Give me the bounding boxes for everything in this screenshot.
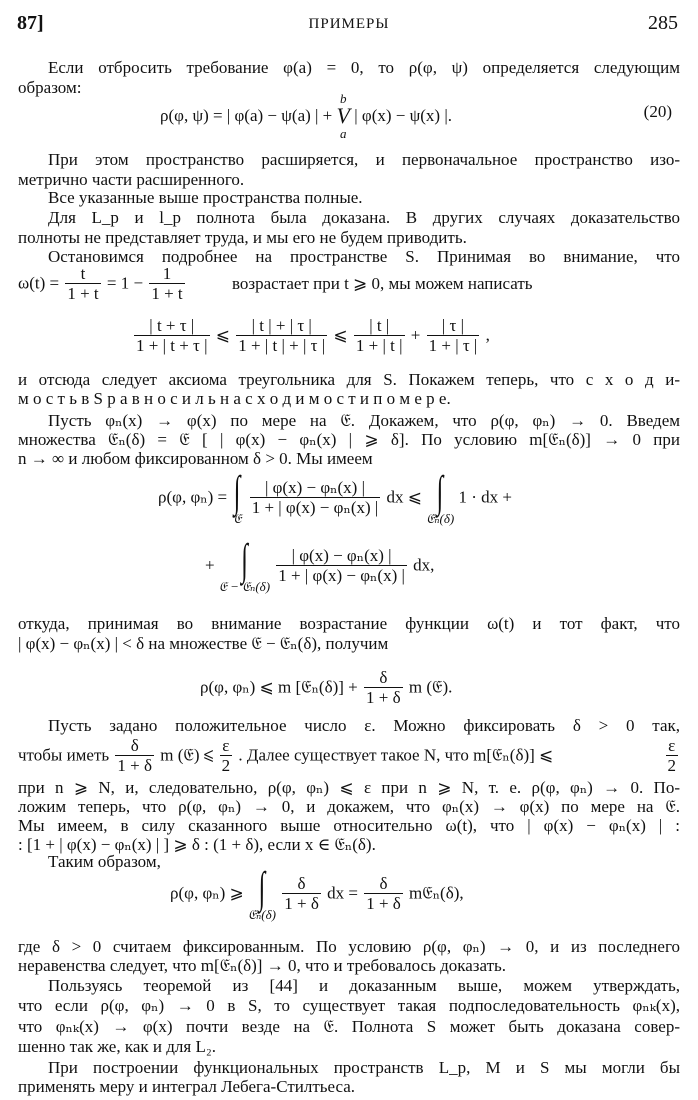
lower-bound-formula xyxy=(170,863,464,922)
variation-lower: a xyxy=(340,126,347,141)
denominator: 1 + δ xyxy=(284,894,319,913)
text-line: ложим теперь, что ρ(φ, φₙ) → 0, и докажем, что φₙ(x) → φ(x) по мере на 𝔈. xyxy=(18,797,680,816)
formula-part: . Далее существует такое N, что m[𝔈ₙ(δ)] ⩽ xyxy=(238,745,554,765)
fraction xyxy=(427,316,480,355)
text-line: Пользуясь теоремой из [44] и доказанным выше, можем утверждать, xyxy=(48,976,680,995)
text-line: n → ∞ и любом фиксированном δ > 0. Мы имеем xyxy=(18,449,373,468)
triangle-inequality xyxy=(132,316,490,355)
text-line: что если ρ(φ, φₙ) → 0 в S, то существует такая подпоследовательность φₙₖ(x), xyxy=(18,996,680,1015)
formula-part: = 1 − xyxy=(106,273,144,293)
text-line: Все указанные выше пространства полные. xyxy=(48,188,363,207)
denominator: 1 + | t | + | τ | xyxy=(238,336,326,355)
integral-symbol: ∫ xyxy=(258,863,266,912)
numerator: | t | + | τ | xyxy=(236,316,327,336)
text-line: Пусть φₙ(x) → φ(x) по мере на 𝔈. Докажем, что ρ(φ, φₙ) → 0. Введем xyxy=(48,411,680,430)
fraction xyxy=(149,264,184,303)
integral-sign xyxy=(248,863,276,922)
text-line: Мы имеем, в силу сказанного выше относительно ω(t), что | φ(x) − φₙ(x) | : xyxy=(18,816,680,835)
text-line: откуда, принимая во внимание возрастание функции ω(t) и тот факт, что xyxy=(18,614,680,633)
integral-sign xyxy=(218,535,271,594)
fraction xyxy=(666,736,679,775)
denominator: 1 + δ xyxy=(117,756,153,775)
integral-sign xyxy=(231,467,243,526)
text-line: шенно так же, как и для L₂. xyxy=(18,1037,217,1056)
integral-symbol: ∫ xyxy=(436,467,444,516)
formula-part: m (𝔈) ⩽ xyxy=(160,745,214,765)
fraction xyxy=(236,316,327,355)
formula-part: ρ(φ, φₙ) ⩾ xyxy=(170,883,244,903)
text-line: : [1 + | φ(x) − φₙ(x) | ] ⩾ δ : (1 + δ), если x ∈ 𝔈ₙ(δ). xyxy=(18,835,376,854)
fraction xyxy=(282,874,321,913)
text-line: Пусть задано положительное число ε. Можно фиксировать δ > 0 так, xyxy=(48,716,680,735)
formula-part: + xyxy=(205,555,215,575)
fraction xyxy=(364,874,403,913)
numerator: ε xyxy=(220,736,233,756)
formula-part: dx, xyxy=(413,555,435,575)
equation-number: (20) xyxy=(643,102,672,121)
denominator: 1 + | φ(x) − φₙ(x) | xyxy=(278,566,405,585)
page-number: 285 xyxy=(648,12,678,34)
fraction xyxy=(250,478,381,517)
fraction xyxy=(134,316,210,355)
numerator: δ xyxy=(115,736,154,756)
text-line: м о с т ь в S р а в н о с и л ь н а с х о д и м о с т и п о м е р е. xyxy=(18,389,451,408)
denominator: 2 xyxy=(667,756,676,775)
denominator: 1 + | t + τ | xyxy=(136,336,208,355)
estimate-formula xyxy=(200,668,452,707)
numerator: | φ(x) − φₙ(x) | xyxy=(276,546,407,566)
text-line: при n ⩾ N, и, следовательно, ρ(φ, φₙ) ⩽ ε при n ⩾ N, т. е. ρ(φ, φₙ) → 0. По- xyxy=(18,778,680,797)
text-line: метрично части расширенного. xyxy=(18,170,245,189)
numerator: δ xyxy=(364,874,403,894)
formula-part: 1 · dx + xyxy=(458,487,512,507)
text-line-with-fractions xyxy=(18,736,553,775)
fraction xyxy=(364,668,403,707)
denominator: 1 + t xyxy=(151,284,183,303)
section-number: 87] xyxy=(17,12,44,34)
integral-formula-1 xyxy=(158,467,512,526)
integral-sign xyxy=(426,467,455,526)
fraction xyxy=(276,546,407,585)
text-line: неравенства следует, что m[𝔈ₙ(δ)] → 0, что и требовалось доказать. xyxy=(18,956,507,975)
formula-part: чтобы иметь xyxy=(18,745,110,765)
formula-part: ω(t) = xyxy=(18,273,60,293)
denominator: 1 + δ xyxy=(366,894,401,913)
text-line: полноты не представляет труда, и мы его не будем приводить. xyxy=(18,228,467,247)
fraction-epsilon-half xyxy=(664,736,681,775)
numerator: t xyxy=(65,264,100,284)
formula-part: dx = xyxy=(327,883,358,903)
integral-limit: 𝔈 xyxy=(233,511,242,526)
text-line: При построении функциональных пространств L_p, M и S мы могли бы xyxy=(48,1058,680,1077)
numerator: | τ | xyxy=(427,316,480,336)
numerator: | t + τ | xyxy=(134,316,210,336)
text-line: | φ(x) − φₙ(x) | < δ на множестве 𝔈 − 𝔈ₙ(δ), получим xyxy=(18,634,389,653)
formula-part: dx ⩽ xyxy=(386,487,423,507)
formula-part: + xyxy=(410,325,421,345)
numerator: | φ(x) − φₙ(x) | xyxy=(250,478,381,498)
integral-symbol: ∫ xyxy=(241,535,248,584)
formula-20 xyxy=(160,92,452,140)
formula-part: m (𝔈). xyxy=(408,677,453,697)
formula-part: ρ(φ, ψ) = | φ(a) − ψ(a) | + xyxy=(160,106,333,125)
numerator: δ xyxy=(364,668,403,688)
running-title: ПРИМЕРЫ xyxy=(308,16,390,32)
integral-limit: 𝔈 − 𝔈ₙ(δ) xyxy=(218,579,271,594)
integral-symbol: ∫ xyxy=(234,467,241,516)
fraction xyxy=(65,264,100,303)
omega-formula xyxy=(18,264,187,303)
text-line: При этом пространство расширяется, и первоначальное пространство изо- xyxy=(48,150,680,169)
denominator: 1 + t xyxy=(67,284,99,303)
integral-formula-2 xyxy=(205,535,435,594)
text-line: Если отбросить требование φ(a) = 0, то ρ(φ, ψ) определяется следующим xyxy=(48,58,680,77)
text-line: применять меру и интеграл Лебега-Стилтьеса. xyxy=(18,1077,356,1096)
formula-part: ρ(φ, φₙ) ⩽ m [𝔈ₙ(δ)] + xyxy=(200,677,358,697)
denominator: 1 + δ xyxy=(366,688,401,707)
formula-part: ⩽ xyxy=(215,325,231,345)
variation-sign: V xyxy=(336,103,350,128)
numerator: 1 xyxy=(149,264,184,284)
integral-limit: 𝔈ₙ(δ) xyxy=(426,511,455,526)
text-line: Таким образом, xyxy=(48,852,161,871)
denominator: 1 + | t | xyxy=(355,336,403,355)
denominator: 1 + | φ(x) − φₙ(x) | xyxy=(251,498,379,517)
integral-limit: 𝔈ₙ(δ) xyxy=(248,907,276,922)
text-line: множества 𝔈ₙ(δ) = 𝔈 [ | φ(x) − φₙ(x) | ⩾ δ]. По условию m[𝔈ₙ(δ)] → 0 при xyxy=(18,430,680,449)
formula-part: ⩽ xyxy=(333,325,348,345)
denominator: 1 + | τ | xyxy=(428,336,478,355)
variation-upper: b xyxy=(340,91,347,106)
fraction xyxy=(115,736,154,775)
fraction xyxy=(354,316,405,355)
text-line: что φₙₖ(x) → φ(x) почти везде на 𝔈. Полнота S может быть доказана совер- xyxy=(18,1017,680,1036)
text-line: возрастает при t ⩾ 0, мы можем написать xyxy=(232,274,533,293)
fraction xyxy=(220,736,233,775)
formula-part: ρ(φ, φₙ) = xyxy=(158,487,228,507)
numerator: δ xyxy=(282,874,321,894)
text-line: Для L_p и l_p полнота была доказана. В других случаях доказательство xyxy=(48,208,680,227)
formula-part: , xyxy=(485,325,490,345)
text-line: Остановимся подробнее на пространстве S. Принимая во внимание, что xyxy=(48,247,680,266)
text-line: образом: xyxy=(18,78,82,97)
variation-symbol xyxy=(337,92,350,140)
denominator: 2 xyxy=(221,756,231,775)
numerator: ε xyxy=(666,736,679,756)
formula-part: m𝔈ₙ(δ), xyxy=(409,883,464,903)
text-line: где δ > 0 считаем фиксированным. По условию ρ(φ, φₙ) → 0, и из последнего xyxy=(18,937,680,956)
text-line: и отсюда следует аксиома треугольника для S. Покажем теперь, что с х о д и- xyxy=(18,370,680,389)
numerator: | t | xyxy=(354,316,405,336)
formula-part: | φ(x) − ψ(x) |. xyxy=(354,106,452,125)
